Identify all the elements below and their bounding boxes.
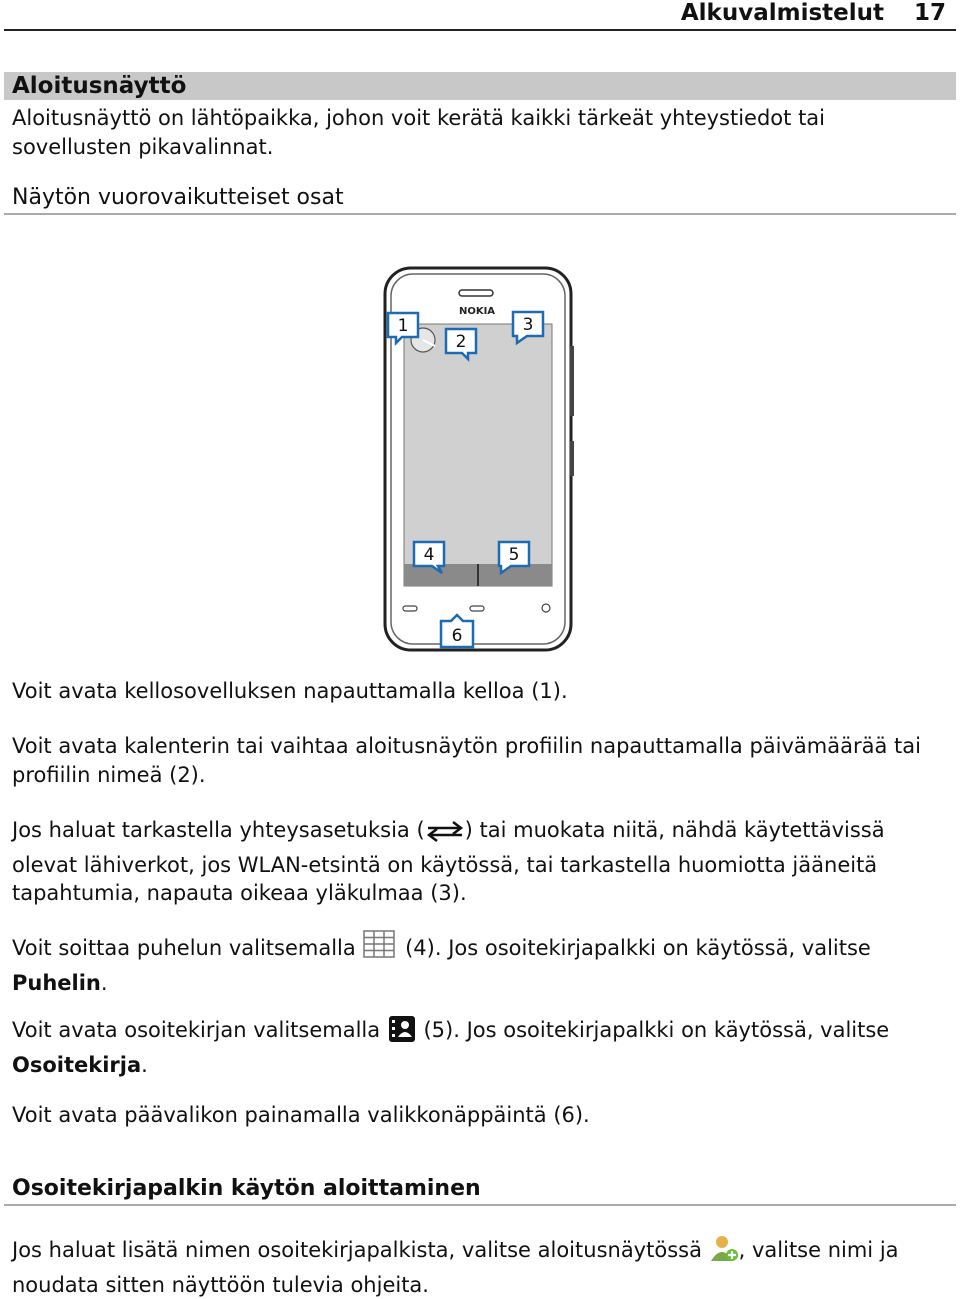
page-header (0, 0, 960, 30)
paragraph-contacts: Voit avata osoitekirjan valitsemalla (5). Jos osoitekirjapalkki on käytössä, valitse Osoitekirja. (12, 1015, 948, 1079)
section-intro: Aloitusnäyttö on lähtöpaikka, johon voit kerätä kaikki tärkeät yhteystiedot tai sovellusten pikavalinnat. (12, 106, 826, 159)
header-divider (4, 29, 956, 31)
paragraph-calendar: Voit avata kalenterin tai vaihtaa aloitusnäytön profiilin napauttamalla päivämäärää tai profiilin nimeä (2). (12, 734, 921, 787)
page-number: 17 (913, 0, 946, 26)
svg-text:2: 2 (455, 332, 467, 352)
contacts-icon (387, 1015, 417, 1051)
section2-divider (4, 1204, 956, 1206)
svg-text:6: 6 (451, 626, 463, 646)
section-title: Aloitusnäyttö (12, 73, 187, 99)
svg-text:1: 1 (397, 316, 409, 336)
paragraph-clock: Voit avata kellosovelluksen napauttamalla kelloa (1). (12, 679, 568, 703)
subheading-divider (4, 213, 956, 215)
paragraph-dialer: Voit soittaa puhelun valitsemalla (4). Jos osoitekirjapalkki on käytössä, valitse Puhelin. (12, 929, 948, 997)
phone-app-name: Puhelin (12, 970, 101, 995)
paragraph-connectivity: Jos haluat tarkastella yhteysasetuksia ( ) tai muokata niitä, nähdä käytettävissä olevat lähiverkot, jos WLAN-etsintä on käytössä, tai tarkastella huomiotta jääneitä tapahtumia, napauta oikeaa yläkulmaa (3). (12, 818, 885, 905)
svg-text:4: 4 (423, 545, 435, 565)
paragraph-add-contact: Jos haluat lisätä nimen osoitekirjapalkista, valitse aloitusnäytössä , valitse nimi ja noudata sitten näyttöön tulevia ohjeita. (12, 1233, 948, 1299)
paragraph-menu-key: Voit avata päävalikon painamalla valikkonäppäintä (6). (12, 1103, 590, 1127)
svg-text:3: 3 (522, 315, 534, 335)
callout-6 (441, 615, 473, 647)
contacts-app-name: Osoitekirja (12, 1052, 142, 1077)
subheading: Näytön vuorovaikutteiset osat (12, 185, 344, 210)
section2-title: Osoitekirjapalkin käytön aloittaminen (12, 1176, 481, 1201)
add-contact-icon (709, 1233, 739, 1271)
dialpad-icon (362, 929, 398, 969)
svg-text:5: 5 (508, 545, 520, 565)
chapter-title: Alkuvalmistelut (680, 0, 884, 26)
phone-brand-text: NOKIA (458, 306, 496, 317)
phone-illustration (383, 266, 575, 652)
connectivity-icon (425, 819, 465, 851)
